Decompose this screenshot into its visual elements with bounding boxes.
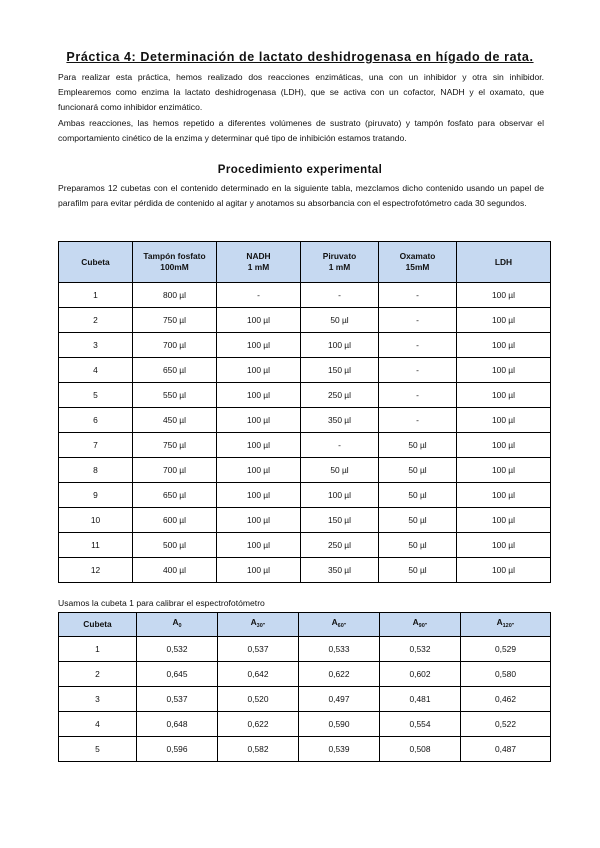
table-cell: 100 µl xyxy=(217,408,301,433)
table-cell: 100 µl xyxy=(457,508,551,533)
table-cell: 50 µl xyxy=(379,508,457,533)
table-cell: 1 xyxy=(59,283,133,308)
table-cell: 100 µl xyxy=(217,308,301,333)
table-cell: 6 xyxy=(59,408,133,433)
section-heading: Procedimiento experimental xyxy=(217,164,383,176)
table-cell: 4 xyxy=(59,358,133,383)
table-cell: 100 µl xyxy=(457,483,551,508)
table-cell: 100 µl xyxy=(217,558,301,583)
table-cell: 100 µl xyxy=(217,333,301,358)
table-row xyxy=(59,712,551,737)
table1-header-line2: 1 mM xyxy=(328,262,351,272)
table-cell: 450 µl xyxy=(133,408,217,433)
table-cell: 0,539 xyxy=(299,737,380,762)
table-cell: 11 xyxy=(59,533,133,558)
table-cell: 100 µl xyxy=(457,283,551,308)
table-cell: - xyxy=(379,408,457,433)
page-title: Práctica 4: Determinación de lactato deshidrogenasa en hígado de rata. xyxy=(66,50,534,64)
table2-header-label: A xyxy=(412,617,419,627)
table1-header-line1: Tampón fosfato xyxy=(143,251,206,261)
table-row xyxy=(59,333,551,358)
table-row xyxy=(59,433,551,458)
table-cell: 1 xyxy=(59,637,137,662)
table-cell: 100 µl xyxy=(457,383,551,408)
table1-header-line1: Cubeta xyxy=(81,256,110,267)
table1-header-line2: 1 mM xyxy=(247,262,270,272)
table2-header-label: A xyxy=(172,617,179,627)
table-cell: 0,537 xyxy=(137,687,218,712)
table-cell: 0,532 xyxy=(380,637,461,662)
table2-header-cell xyxy=(59,613,137,637)
table-cell: 0,529 xyxy=(461,637,551,662)
table-cell: 700 µl xyxy=(133,333,217,358)
table-row xyxy=(59,308,551,333)
table1-header-line2: 100mM xyxy=(160,262,189,272)
table-cell: 0,497 xyxy=(299,687,380,712)
table-cell: 600 µl xyxy=(133,508,217,533)
intro-paragraph-1: Para realizar esta práctica, hemos realizado dos reacciones enzimáticas, una con un inhibidor y otra sin inhibidor. Emplearemos como enzima la lactato deshidrogenasa (LDH), que se activa con un cofactor, NADH y el oxamato, que funcionará como inhibidor enzimático. xyxy=(58,72,544,112)
table-row xyxy=(59,737,551,762)
table-cell: 100 µl xyxy=(217,358,301,383)
table2-header-cell xyxy=(299,613,380,637)
table-cell: 0,554 xyxy=(380,712,461,737)
table-cell: 0,645 xyxy=(137,662,218,687)
table1-header-line1: Oxamato xyxy=(399,251,436,261)
table-row xyxy=(59,358,551,383)
table-cell: - xyxy=(379,333,457,358)
table2-header-cell xyxy=(137,613,218,637)
table-cell: 0,522 xyxy=(461,712,551,737)
table-cell: 650 µl xyxy=(133,483,217,508)
table-cell: 150 µl xyxy=(301,358,379,383)
table1-header-line1: NADH xyxy=(246,251,271,261)
table-cell: 50 µl xyxy=(379,558,457,583)
table-cell: 100 µl xyxy=(457,358,551,383)
table-cell: 50 µl xyxy=(301,458,379,483)
table-cell: 800 µl xyxy=(133,283,217,308)
table-cell: 50 µl xyxy=(301,308,379,333)
table-cell: - xyxy=(379,283,457,308)
table-row xyxy=(59,533,551,558)
table-cell: 0,590 xyxy=(299,712,380,737)
table2-header-label: A xyxy=(331,617,338,627)
table-cell: 7 xyxy=(59,433,133,458)
table-cell: 100 µl xyxy=(217,433,301,458)
table2-header-cell xyxy=(461,613,551,637)
table-caption: Usamos la cubeta 1 para calibrar el espectrofotómetro xyxy=(58,598,265,608)
table-cell: 250 µl xyxy=(301,533,379,558)
table-cell: 0,622 xyxy=(218,712,299,737)
cubetas-table xyxy=(58,241,551,583)
table-cell: 2 xyxy=(59,308,133,333)
table-row xyxy=(59,483,551,508)
table1-header-cell xyxy=(457,242,551,283)
table1-header-line1: Piruvato xyxy=(322,251,357,261)
table2-header-subscript: 90" xyxy=(418,623,428,629)
table1-header-cell xyxy=(301,242,379,283)
absorbance-table xyxy=(58,612,551,762)
table-cell: 100 µl xyxy=(217,508,301,533)
table2-header-subscript: 0 xyxy=(178,623,182,629)
table-cell: 2 xyxy=(59,662,137,687)
table-row xyxy=(59,687,551,712)
table-cell: - xyxy=(301,283,379,308)
table-row xyxy=(59,508,551,533)
table-cell: 0,582 xyxy=(218,737,299,762)
table1-header-cell xyxy=(379,242,457,283)
table-cell: - xyxy=(301,433,379,458)
table-cell: 5 xyxy=(59,737,137,762)
table-cell: 3 xyxy=(59,687,137,712)
table-cell: 700 µl xyxy=(133,458,217,483)
table-row xyxy=(59,662,551,687)
table2-header-subscript: 60" xyxy=(337,623,347,629)
table-cell: 100 µl xyxy=(217,383,301,408)
table-cell: 50 µl xyxy=(379,483,457,508)
table-cell: 50 µl xyxy=(379,533,457,558)
table2-header-label: Cubeta xyxy=(83,619,112,629)
table-cell: 0,462 xyxy=(461,687,551,712)
table-cell: 100 µl xyxy=(457,308,551,333)
table-cell: 100 µl xyxy=(217,483,301,508)
table-cell: - xyxy=(379,383,457,408)
table1-header-line1: LDH xyxy=(494,256,513,267)
table-cell: 0,537 xyxy=(218,637,299,662)
table2-header-subscript: 30" xyxy=(256,623,266,629)
table-cell: 0,508 xyxy=(380,737,461,762)
table-cell: 100 µl xyxy=(457,533,551,558)
table-cell: 100 µl xyxy=(217,458,301,483)
table-cell: 150 µl xyxy=(301,508,379,533)
table-row xyxy=(59,408,551,433)
table1-header-line2: 15mM xyxy=(405,262,430,272)
table1-header-cell xyxy=(217,242,301,283)
table-cell: 9 xyxy=(59,483,133,508)
table-cell: 0,520 xyxy=(218,687,299,712)
table-cell: 8 xyxy=(59,458,133,483)
table2-header-label: A xyxy=(496,617,503,627)
table1-header-cell xyxy=(133,242,217,283)
table-cell: 100 µl xyxy=(457,558,551,583)
table2-header-cell xyxy=(380,613,461,637)
table-cell: 750 µl xyxy=(133,308,217,333)
table-cell: 100 µl xyxy=(301,483,379,508)
intro-paragraph-2: Ambas reacciones, las hemos repetido a diferentes volúmenes de sustrato (piruvato) y tampón fosfato para observar el comportamiento cinético de la enzima y determinar qué tipo de inhibición estamos tratando. xyxy=(58,118,544,143)
table-cell: 100 µl xyxy=(457,333,551,358)
table-cell: 100 µl xyxy=(457,408,551,433)
table-cell: - xyxy=(379,308,457,333)
table-cell: 0,481 xyxy=(380,687,461,712)
table-cell: 50 µl xyxy=(379,433,457,458)
table-row xyxy=(59,637,551,662)
table2-header-subscript: 120" xyxy=(502,623,515,629)
table-cell: 50 µl xyxy=(379,458,457,483)
table-cell: 0,602 xyxy=(380,662,461,687)
table-cell: 0,580 xyxy=(461,662,551,687)
table-cell: 0,596 xyxy=(137,737,218,762)
table-cell: 100 µl xyxy=(457,458,551,483)
table-cell: 0,533 xyxy=(299,637,380,662)
table-cell: 0,648 xyxy=(137,712,218,737)
table-cell: 100 µl xyxy=(217,533,301,558)
table-cell: 550 µl xyxy=(133,383,217,408)
table-cell: 500 µl xyxy=(133,533,217,558)
table-row xyxy=(59,383,551,408)
table-row xyxy=(59,558,551,583)
table2-header-label: A xyxy=(250,617,257,627)
table-cell: 0,642 xyxy=(218,662,299,687)
table-cell: 250 µl xyxy=(301,383,379,408)
procedure-paragraph: Preparamos 12 cubetas con el contenido determinado en la siguiente tabla, mezclamos dicho contenido usando un papel de parafilm para evitar pérdida de contenido al agitar y anotamos su absorbancia con el espectrofotómetro cada 30 segundos. xyxy=(58,183,544,208)
table-cell: 750 µl xyxy=(133,433,217,458)
table-cell: 0,622 xyxy=(299,662,380,687)
table-cell: 350 µl xyxy=(301,558,379,583)
table-cell: 10 xyxy=(59,508,133,533)
table-cell: 0,532 xyxy=(137,637,218,662)
table-cell: 4 xyxy=(59,712,137,737)
table-cell: 400 µl xyxy=(133,558,217,583)
table-cell: - xyxy=(379,358,457,383)
table-cell: - xyxy=(217,283,301,308)
table-cell: 5 xyxy=(59,383,133,408)
table-row xyxy=(59,458,551,483)
table-cell: 650 µl xyxy=(133,358,217,383)
table-cell: 0,487 xyxy=(461,737,551,762)
table-cell: 3 xyxy=(59,333,133,358)
table-cell: 100 µl xyxy=(457,433,551,458)
table2-header-cell xyxy=(218,613,299,637)
table-cell: 350 µl xyxy=(301,408,379,433)
table-cell: 100 µl xyxy=(301,333,379,358)
table-cell: 12 xyxy=(59,558,133,583)
table1-header-cell xyxy=(59,242,133,283)
table-row xyxy=(59,283,551,308)
